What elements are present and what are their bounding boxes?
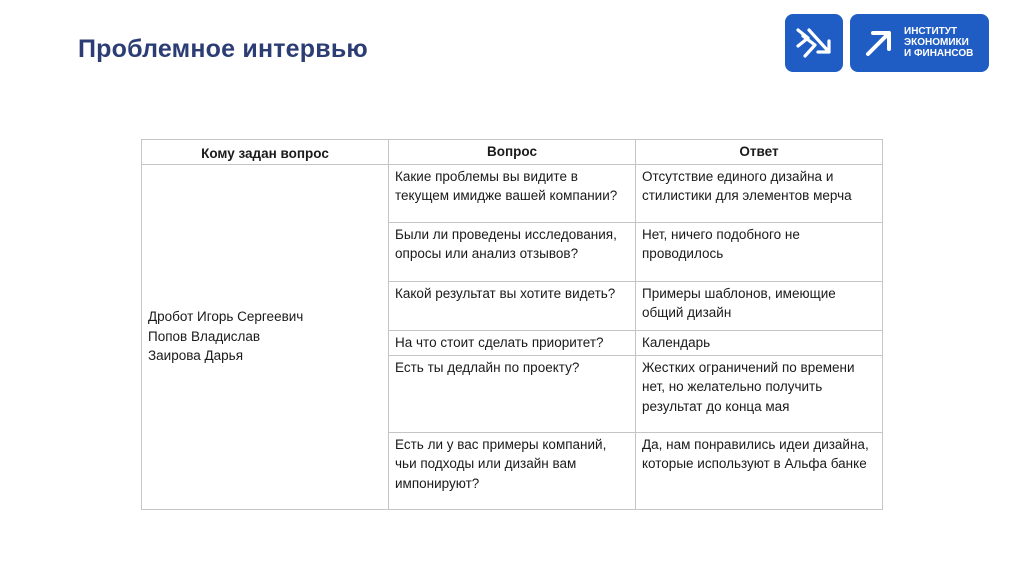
question-cell: Какой результат вы хотите видеть?: [389, 281, 636, 330]
respondent-name: Попов Владислав: [148, 328, 261, 344]
answer-cell: Жестких ограничений по времени нет, но желательно получить результат до конца мая: [636, 355, 883, 432]
answer-cell: Отсутствие единого дизайна и стилистики для элементов мерча: [636, 164, 883, 222]
table-row: [142, 164, 883, 222]
question-cell: Были ли проведены исследования, опросы или анализ отзывов?: [389, 222, 636, 281]
respondent-name: Заирова Дарья: [148, 348, 244, 364]
logo-line-2: ЭКОНОМИКИ: [904, 37, 969, 48]
institute-logo-banner: [850, 14, 989, 72]
institute-logo-mark: [785, 14, 843, 72]
arrows-emblem-icon: [785, 14, 843, 72]
answer-cell: Примеры шаблонов, имеющие общий дизайн: [636, 281, 883, 330]
question-cell: На что стоит сделать приоритет?: [389, 330, 636, 355]
answer-cell: Нет, ничего подобного не проводилось: [636, 222, 883, 281]
respondent-name: Дробот Игорь Сергеевич: [148, 309, 304, 325]
question-cell: Есть ли у вас примеры компаний, чьи подходы или дизайн вам импонируют?: [389, 432, 636, 509]
answer-cell: Календарь: [636, 330, 883, 355]
header-answer: Ответ: [636, 140, 883, 165]
answer-cell: Да, нам понравились идеи дизайна, которые используют в Альфа банке: [636, 432, 883, 509]
respondents-cell: [142, 164, 389, 509]
interview-table: [141, 139, 883, 510]
logo-line-1: ИНСТИТУТ: [904, 26, 958, 37]
question-cell: Есть ты дедлайн по проекту?: [389, 355, 636, 432]
question-cell: Какие проблемы вы видите в текущем имидже вашей компании?: [389, 164, 636, 222]
header-who: Кому задан вопрос: [142, 140, 389, 165]
header-question: Вопрос: [389, 140, 636, 165]
table-header-row: [142, 140, 883, 165]
logo-text: [904, 26, 973, 59]
page-title: Проблемное интервью: [78, 35, 368, 63]
logo-line-3: И ФИНАНСОВ: [904, 48, 974, 59]
arrow-up-right-icon: [862, 26, 896, 60]
